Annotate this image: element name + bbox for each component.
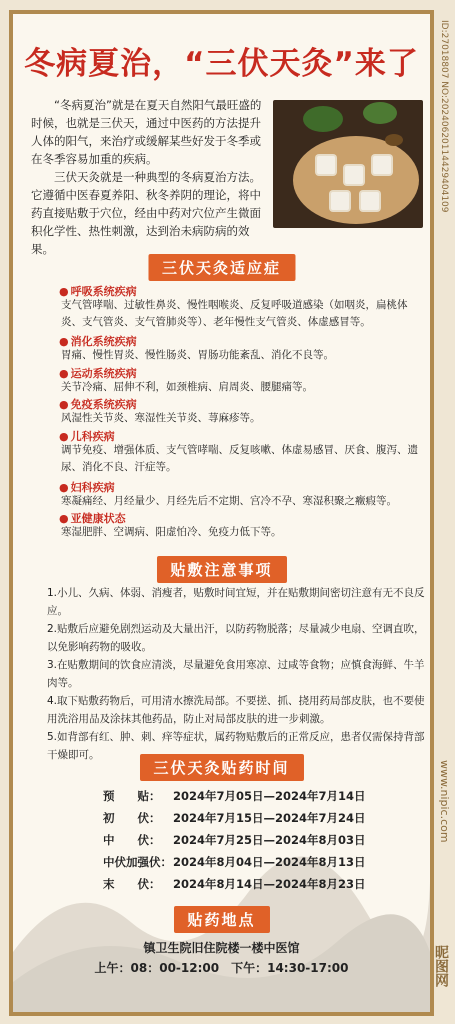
herb-leaf-icon [303, 106, 343, 132]
category-desc: 风湿性关节炎、寒湿性关节炎、荨麻疹等。 [61, 412, 261, 424]
schedule-row [103, 810, 403, 826]
note-item: 4.取下贴敷药物后，可用清水擦洗局部。不要搓、抓、挠用药局部皮肤，也不要使用洗浴用品及涂抹其他药品，防止对局部皮肤的进一步刺激。 [47, 695, 425, 725]
schedule-row [103, 854, 403, 870]
category-desc: 调节免疫、增强体质、支气管哮喘、反复咳嗽、体虚易感冒、厌食、腹泻、遗尿、消化不良、汗症等。 [61, 444, 418, 473]
category-respiratory: ● 呼吸系统疾病 [59, 283, 137, 299]
opening-hours: 上午：08：00-12:00 下午：14:30-17:00 [94, 961, 349, 975]
schedule-dates: 2024年8月14日—2024年8月23日 [173, 877, 366, 891]
intro-paragraph: “冬病夏治”就是在夏天自然阳气最旺盛的时候，也就是三伏天，通过中医药的方法提升人体的阳气，来治疗或缓解某些好发于冬季或在冬季容易加重的疾病。 [31, 98, 262, 166]
note-item: 2.贴敷后应避免剧烈运动及大量出汗，以防药物脱落；尽量减少电扇、空调直吹，以免影响药物的吸收。 [47, 623, 425, 653]
patch-icon [317, 156, 335, 174]
schedule-row [103, 788, 403, 804]
category-immune: ● 免疫系统疾病 [59, 396, 137, 412]
category-gynecology: ● 妇科疾病 [59, 479, 115, 495]
schedule-label: 中 伏： [103, 833, 161, 847]
category-desc: 支气管哮喘、过敏性鼻炎、慢性咽喉炎、反复呼吸道感染（如咽炎，扁桃体炎、支气管炎、支气管肺炎等）、老年慢性支气管炎、体虚感冒等。 [61, 299, 408, 328]
patch-icon [361, 192, 379, 210]
herb-leaf-icon [363, 102, 397, 124]
category-pediatric: ● 儿科疾病 [59, 428, 115, 444]
note-item: 1.小儿、久病、体弱、消瘦者，贴敷时间宜短，并在贴敷期间密切注意有无不良反应。 [47, 587, 425, 617]
patch-icon [373, 156, 391, 174]
schedule-row [103, 876, 403, 892]
schedule-dates: 2024年7月05日—2024年7月14日 [173, 789, 366, 803]
schedule-dates: 2024年7月15日—2024年7月24日 [173, 811, 366, 825]
schedule-label: 末 伏： [103, 877, 161, 891]
schedule-label: 初 伏： [103, 811, 161, 825]
category-digestive: ● 消化系统疾病 [59, 333, 137, 349]
indications-banner: 三伏天灸适应症 [148, 254, 295, 281]
category-desc: 胃痛、慢性胃炎、慢性肠炎、胃肠功能紊乱、消化不良等。 [61, 349, 334, 361]
patch-icon [345, 166, 363, 184]
poster-title: 冬病夏治，“三伏天灸”来了 [24, 46, 419, 82]
category-motor: ● 运动系统疾病 [59, 365, 137, 381]
watermark-brand: 昵图网 [433, 945, 449, 987]
category-desc: 寒凝痛经、月经量少、月经先后不定期、宫冷不孕、寒湿积聚之癥瘕等。 [61, 495, 397, 507]
notes-list [47, 584, 427, 764]
category-subhealth: ● 亚健康状态 [59, 510, 126, 526]
schedule-banner: 三伏天灸贴药时间 [139, 754, 303, 781]
location-banner: 贴药地点 [173, 906, 269, 933]
schedule-label: 中伏加强伏： [103, 855, 172, 869]
schedule-dates: 2024年8月04日—2024年8月13日 [173, 855, 366, 869]
location-text: 镇卫生院旧住院楼一楼中医馆 [143, 941, 300, 955]
poster-frame [9, 10, 434, 1016]
intro-text [31, 96, 265, 258]
herb-powder-icon [385, 134, 403, 146]
category-desc: 寒湿肥胖、空调病、阳虚怕冷、免疫力低下等。 [61, 526, 282, 538]
watermark-id: ID:27018807 NO:20240620114429404109 [439, 20, 449, 213]
schedule-row [103, 832, 403, 848]
watermark-site: www.nipic.com [438, 760, 451, 843]
notes-banner: 贴敷注意事项 [156, 556, 286, 583]
herbal-patch-photo [273, 100, 423, 228]
schedule-dates: 2024年7月25日—2024年8月03日 [173, 833, 366, 847]
category-desc: 关节冷痛、屈伸不利，如颈椎病、肩周炎、腰腿痛等。 [61, 381, 313, 393]
note-item: 3.在贴敷期间的饮食应清淡，尽量避免食用寒凉、过咸等食物；应慎食海鲜、牛羊肉等。 [47, 659, 425, 689]
intro-paragraph: 三伏天灸就是一种典型的冬病夏治方法。它遵循中医春夏养阳、秋冬养阴的理论，将中药直接贴敷于穴位，经由中药对穴位产生微面积化学性、热性刺激，达到治未病防病的效果。 [31, 170, 261, 256]
note-item: 5.如背部有红、肿、刺、痒等症状，属药物贴敷后的正常反应，患者仅需保持背部干燥即可。 [47, 731, 425, 761]
schedule-label: 预 贴： [103, 789, 161, 803]
patch-icon [331, 192, 349, 210]
